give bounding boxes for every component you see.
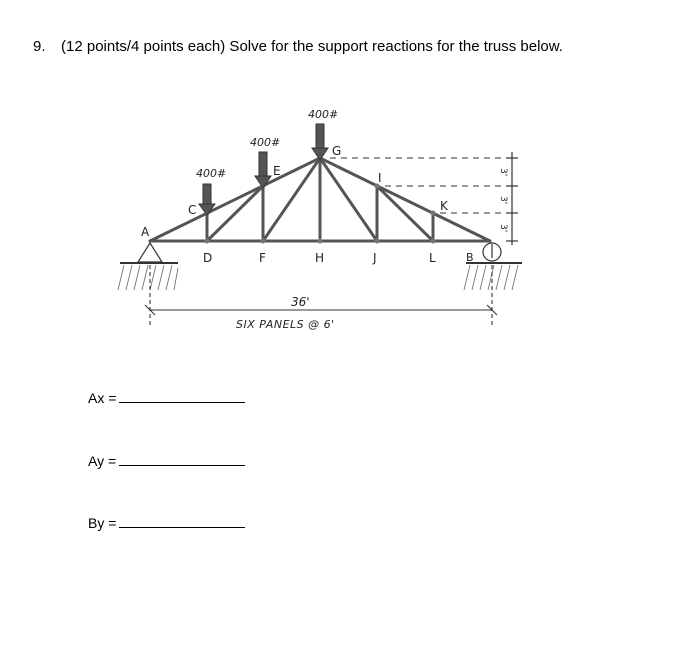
height-reference-lines: [330, 158, 510, 213]
joint-label-k: K: [440, 199, 448, 213]
joint-label-a: A: [141, 225, 150, 239]
height-label-1: 3': [498, 168, 508, 177]
joint-label-b: B: [466, 251, 474, 264]
panels-label: SIX PANELS @ 6': [236, 318, 335, 331]
joint-label-e: E: [273, 164, 281, 178]
joint-label-g: G: [332, 144, 342, 158]
question-prompt: (12 points/4 points each) Solve for the support reactions for the truss below.: [61, 38, 563, 55]
joint-label-h: H: [315, 251, 325, 265]
answer-blank-ay[interactable]: [119, 453, 245, 466]
span-label: 36': [291, 295, 310, 309]
load-label-e: 400#: [250, 136, 281, 149]
joint-label-c: C: [188, 203, 197, 217]
answer-row-by: [88, 515, 245, 531]
answer-blank-by[interactable]: [119, 515, 245, 528]
answer-row-ax: [88, 390, 245, 406]
question-text: [33, 38, 563, 55]
span-dimension-line: [145, 265, 497, 325]
answer-label-ay: Ay =: [88, 453, 117, 469]
answer-label-by: By =: [88, 515, 117, 531]
load-arrow-g: [312, 124, 328, 160]
answer-row-ay: [88, 453, 245, 469]
truss-diagram: [110, 100, 550, 350]
joint-label-l: L: [429, 251, 436, 265]
joint-label-j: J: [373, 251, 377, 265]
joint-label-f: F: [259, 251, 266, 265]
joint-label-d: D: [203, 251, 213, 265]
question-number: 9.: [33, 38, 46, 55]
load-label-c: 400#: [196, 167, 227, 180]
answer-blank-ax[interactable]: [119, 390, 245, 403]
joint-label-i: I: [378, 171, 382, 185]
height-label-3: 3': [498, 224, 508, 233]
answer-label-ax: Ax =: [88, 390, 117, 406]
height-label-2: 3': [498, 196, 508, 205]
pin-support-a: [118, 243, 178, 290]
load-label-g: 400#: [308, 108, 339, 121]
